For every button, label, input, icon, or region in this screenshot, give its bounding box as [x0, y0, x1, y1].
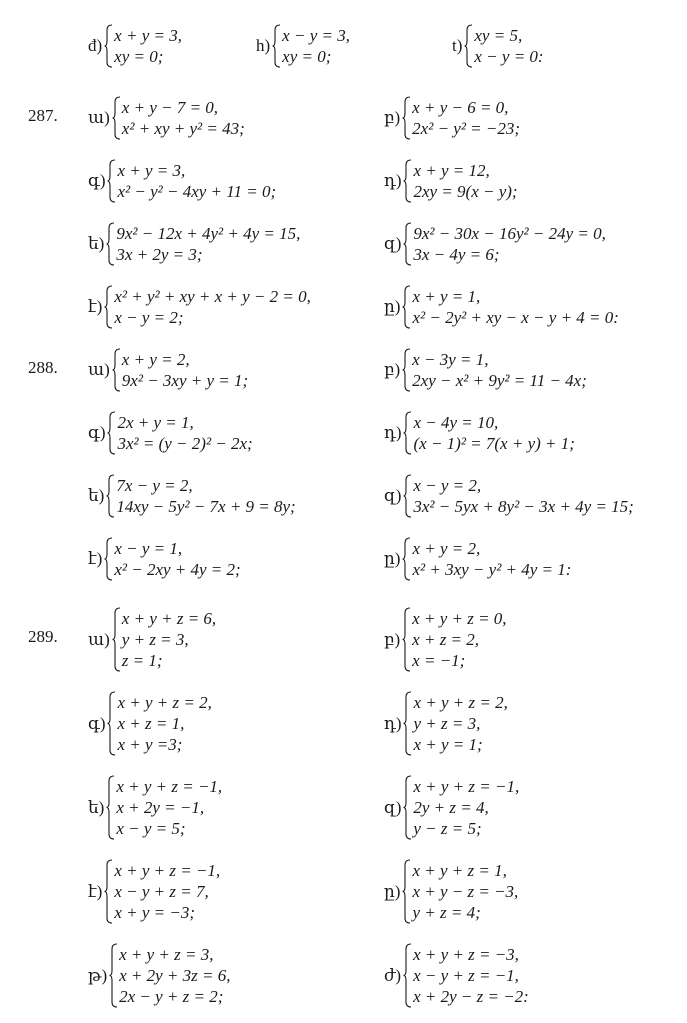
equation: (x − 1)² = 7(x + y) + 1; [413, 434, 575, 453]
equation: x² − 2xy + 4y = 2; [114, 560, 241, 579]
left-brace-icon [112, 96, 122, 140]
left-brace-icon [109, 943, 119, 1008]
equation-system [384, 96, 520, 140]
equation-system [88, 222, 300, 266]
equation-list [116, 223, 300, 265]
left-brace-stroke [105, 860, 113, 923]
system-label: գ) [88, 423, 106, 442]
equation: x + y + z = 1, [412, 861, 507, 880]
equation: y − z = 5; [413, 819, 482, 838]
equation: x + z = 2, [412, 630, 480, 649]
equation: x + y + z = 2, [117, 693, 212, 712]
system-label: t) [452, 36, 463, 55]
left-brace-icon [403, 222, 413, 266]
left-brace-icon [104, 24, 114, 68]
left-brace-icon [107, 691, 117, 756]
left-brace-stroke [112, 608, 120, 671]
left-brace-stroke [404, 944, 412, 1007]
system-label: ե) [88, 486, 105, 505]
equation: x + y =3; [117, 735, 183, 754]
equation: x² − y² − 4xy + 11 = 0; [117, 182, 277, 201]
left-brace-icon [464, 24, 474, 68]
equation: x − y + z = −1, [413, 966, 519, 985]
left-brace-icon [107, 411, 117, 455]
equation: x + y − z = −3, [412, 882, 519, 901]
equation: x + y = 3, [114, 26, 182, 45]
equation: y + z = 3, [413, 714, 481, 733]
equation-system [88, 859, 220, 924]
equation-list [413, 692, 507, 755]
left-brace-stroke [465, 25, 473, 67]
left-brace-stroke [107, 776, 115, 839]
equation: x − y + z = 7, [114, 882, 209, 901]
equation-system [88, 285, 311, 329]
equation: x + y = 2, [412, 539, 481, 558]
system-label: զ) [384, 486, 402, 505]
problem-number: 288. [28, 358, 58, 377]
equation: 2y + z = 4, [413, 798, 489, 817]
equation: x + y + z = −3, [413, 945, 519, 964]
system-label: դ) [384, 713, 402, 733]
system-label: գ) [88, 171, 106, 190]
equation: x + y + z = 6, [121, 609, 217, 628]
left-brace-icon [402, 607, 412, 672]
equation-system [384, 775, 519, 840]
equation: x − y = 2, [413, 476, 482, 495]
equation-list [474, 25, 543, 67]
left-brace-stroke [110, 944, 118, 1007]
equation-list [413, 160, 517, 202]
equation-system [384, 691, 508, 756]
equation-list [114, 286, 311, 328]
left-brace-stroke [404, 223, 412, 265]
system-label: ա) [88, 360, 110, 379]
equation: x − y = 0: [474, 47, 544, 66]
equation-system [88, 775, 222, 840]
left-brace-icon [106, 474, 116, 518]
system-label: դ) [384, 171, 402, 190]
equation-system [88, 348, 248, 392]
equation: x² + y² + xy + x + y − 2 = 0, [114, 287, 311, 306]
equation-list [116, 475, 295, 517]
equation-list [117, 692, 211, 755]
equation-system [384, 474, 634, 518]
left-brace-stroke [404, 160, 412, 202]
system-label: բ) [384, 360, 401, 379]
equation-list [114, 538, 240, 580]
equation: x − 4y = 10, [413, 413, 499, 432]
equation: x + y = 1; [413, 735, 483, 754]
system-label: ե) [88, 234, 105, 253]
equation: x + y = 1, [412, 287, 481, 306]
equation: 3x + 2y = 3; [116, 245, 203, 264]
equation: 9x² − 30x − 16y² − 24y = 0, [413, 224, 606, 243]
equation: x + y = 2, [121, 350, 190, 369]
equation: x + y = 12, [413, 161, 490, 180]
equation: x − y = 1, [114, 539, 183, 558]
equation: x − y = 2; [114, 308, 184, 327]
left-brace-stroke [403, 608, 411, 671]
equation: 9x² − 3xy + y = 1; [121, 371, 249, 390]
left-brace-icon [402, 96, 412, 140]
equation-system [384, 537, 571, 581]
equation: x − 3y = 1, [412, 350, 489, 369]
equation: x + y = −3; [114, 903, 195, 922]
left-brace-icon [104, 285, 114, 329]
left-brace-stroke [404, 776, 412, 839]
equation-list [412, 860, 518, 923]
equation-system [88, 24, 182, 68]
equation: y + z = 3, [121, 630, 189, 649]
system-label: է) [88, 881, 103, 901]
left-brace-stroke [403, 538, 411, 580]
equation: x + y = 3, [117, 161, 186, 180]
left-brace-icon [104, 537, 114, 581]
equation: x = −1; [412, 651, 466, 670]
equation-list [413, 944, 529, 1007]
system-label: ա) [88, 629, 110, 649]
left-brace-icon [106, 775, 116, 840]
equation: x + 2y + 3z = 6, [119, 966, 231, 985]
equation-list [412, 538, 571, 580]
left-brace-stroke [107, 475, 115, 517]
left-brace-stroke [403, 97, 411, 139]
equation-list [413, 412, 574, 454]
equation: 2xy = 9(x − y); [413, 182, 518, 201]
equation-system [88, 943, 230, 1008]
left-brace-icon [403, 411, 413, 455]
equation-system [384, 348, 587, 392]
equation-system [384, 159, 518, 203]
system-label: զ) [384, 234, 402, 253]
equation: x + y − 6 = 0, [412, 98, 509, 117]
left-brace-stroke [403, 860, 411, 923]
equation: x + y + z = −1, [116, 777, 223, 796]
left-brace-icon [403, 775, 413, 840]
equation: 2x + y = 1, [117, 413, 194, 432]
equation: y + z = 4; [412, 903, 481, 922]
system-label: բ) [384, 629, 401, 649]
equation-list [116, 776, 222, 839]
equation: x + y + z = −1, [413, 777, 520, 796]
system-label: ժ) [384, 965, 402, 985]
equation-list [122, 608, 216, 671]
equation-list [412, 286, 618, 328]
left-brace-icon [402, 859, 412, 924]
equation-system [88, 607, 216, 672]
equation-list [117, 412, 252, 454]
equation: 14xy − 5y² − 7x + 9 = 8y; [116, 497, 296, 516]
equation: xy = 5, [474, 26, 523, 45]
equation: 3x² = (y − 2)² − 2x; [117, 434, 253, 453]
equation-system [88, 159, 276, 203]
equation-system [88, 96, 245, 140]
left-brace-stroke [108, 412, 116, 454]
equation: x + y + z = 3, [119, 945, 214, 964]
left-brace-icon [272, 24, 282, 68]
equation-system [384, 607, 507, 672]
left-brace-stroke [404, 692, 412, 755]
left-brace-icon [112, 348, 122, 392]
equation-system [452, 24, 544, 68]
system-label: ը) [384, 881, 401, 901]
equation-list [117, 160, 276, 202]
left-brace-icon [402, 285, 412, 329]
left-brace-stroke [112, 97, 120, 139]
equation: x + y + z = 2, [413, 693, 508, 712]
equation-system [88, 537, 241, 581]
left-brace-icon [403, 691, 413, 756]
equation-list [122, 97, 245, 139]
equation: x + y − 7 = 0, [121, 98, 219, 117]
equation: 7x − y = 2, [116, 476, 193, 495]
equation: x² + xy + y² = 43; [121, 119, 245, 138]
equation: x² + 3xy − y² + 4y = 1: [412, 560, 572, 579]
system-label: բ) [384, 108, 401, 127]
left-brace-stroke [403, 349, 411, 391]
equation-system [384, 222, 606, 266]
left-brace-stroke [404, 475, 412, 517]
left-brace-stroke [403, 286, 411, 328]
equation-list [119, 944, 230, 1007]
left-brace-icon [403, 159, 413, 203]
equation-list [412, 97, 520, 139]
left-brace-stroke [108, 160, 116, 202]
equation: 2x − y + z = 2; [119, 987, 224, 1006]
system-label: ա) [88, 108, 110, 127]
equation: x − y = 5; [116, 819, 186, 838]
left-brace-stroke [273, 25, 281, 67]
equation: x + y + z = 0, [412, 609, 507, 628]
left-brace-icon [112, 607, 122, 672]
system-label: զ) [384, 797, 402, 817]
left-brace-icon [403, 474, 413, 518]
equation: x + 2y − z = −2: [413, 987, 529, 1006]
equation: x + y + z = −1, [114, 861, 221, 880]
left-brace-stroke [404, 412, 412, 454]
left-brace-icon [106, 222, 116, 266]
equation: xy = 0; [282, 47, 332, 66]
equation-list [122, 349, 248, 391]
left-brace-stroke [105, 286, 113, 328]
system-label: h) [256, 36, 271, 55]
equation-system [384, 285, 619, 329]
left-brace-icon [403, 943, 413, 1008]
equation-list [114, 25, 182, 67]
system-label: ը) [384, 549, 401, 568]
left-brace-stroke [105, 538, 113, 580]
equation-list [114, 860, 220, 923]
system-label: թ) [88, 965, 108, 985]
left-brace-stroke [105, 25, 113, 67]
left-brace-stroke [112, 349, 120, 391]
equation-system [384, 859, 518, 924]
equation-system [88, 474, 296, 518]
system-label: գ) [88, 713, 106, 733]
equation-list [412, 349, 587, 391]
system-label: է) [88, 549, 103, 568]
equation: 3x − 4y = 6; [413, 245, 500, 264]
system-label: դ) [384, 423, 402, 442]
equation-list [413, 223, 606, 265]
equation-system [88, 411, 253, 455]
equation: z = 1; [121, 651, 163, 670]
left-brace-stroke [107, 223, 115, 265]
equation: 2xy − x² + 9y² = 11 − 4x; [412, 371, 587, 390]
left-brace-icon [402, 348, 412, 392]
left-brace-icon [402, 537, 412, 581]
equation-system [88, 691, 212, 756]
equation-system [384, 943, 529, 1008]
system-label: ե) [88, 797, 105, 817]
system-label: đ) [88, 36, 103, 55]
equation-list [282, 25, 350, 67]
equation-list [412, 608, 506, 671]
problem-number: 287. [28, 106, 58, 125]
left-brace-stroke [108, 692, 116, 755]
equation-list [413, 475, 634, 517]
system-label: է) [88, 297, 103, 316]
equation: 9x² − 12x + 4y² + 4y = 15, [116, 224, 301, 243]
system-label: ը) [384, 297, 401, 316]
equation: 2x² − y² = −23; [412, 119, 521, 138]
equation-list [413, 776, 519, 839]
equation: xy = 0; [114, 47, 164, 66]
equation: x + z = 1, [117, 714, 185, 733]
equation-system [384, 411, 575, 455]
equation: x − y = 3, [282, 26, 350, 45]
equation: 3x² − 5yx + 8y² − 3x + 4y = 15; [413, 497, 634, 516]
problem-number: 289. [28, 627, 58, 646]
equation: x² − 2y² + xy − x − y + 4 = 0: [412, 308, 619, 327]
equation: x + 2y = −1, [116, 798, 205, 817]
equation-system [256, 24, 350, 68]
left-brace-icon [107, 159, 117, 203]
left-brace-icon [104, 859, 114, 924]
